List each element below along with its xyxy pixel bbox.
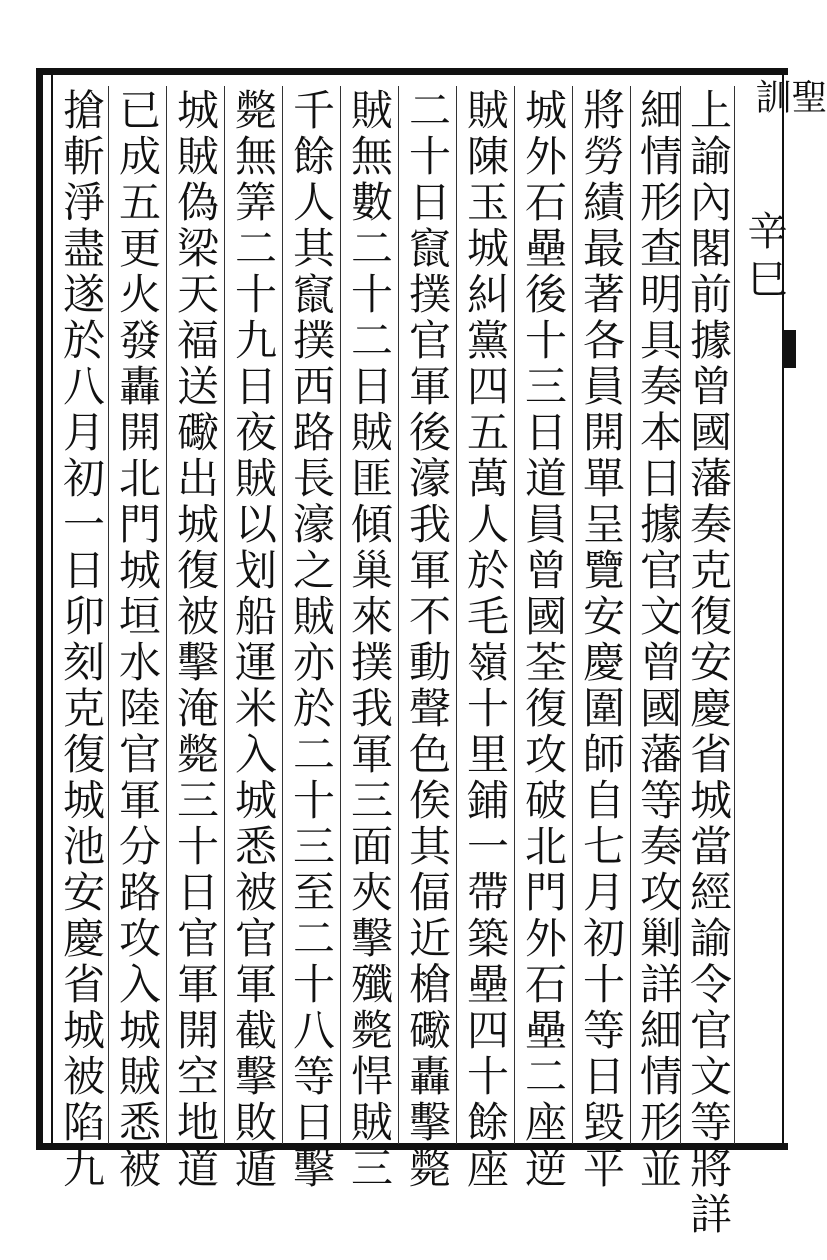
column-rule [734, 86, 735, 1144]
column-rule [340, 86, 341, 1144]
column-rule [572, 86, 573, 1144]
text-column-10: 城賊偽梁天福送礮出城復被擊淹斃三十日官軍開空地道 [171, 88, 220, 1192]
text-column-2: 細情形查明具奏本日據官文曾國藩等奏攻剿詳細情形並 [634, 88, 683, 1192]
margin-heading-fragment: 聖訓 [750, 78, 827, 114]
column-rule [224, 86, 225, 1144]
column-rule [456, 86, 457, 1144]
column-rule [398, 86, 399, 1144]
text-column-6: 二十日竄撲官軍後濠我軍不動聲色俟其偪近槍礮轟擊斃 [403, 88, 452, 1192]
text-column-5: 賊陳玉城糾黨四五萬人於毛嶺十里鋪一帶築壘四十餘座 [461, 88, 510, 1192]
column-rule [108, 86, 109, 1144]
column-rule [514, 86, 515, 1144]
column-rule [282, 86, 283, 1144]
text-column-7: 賊無數二十二日賊匪傾巢來撲我軍三面夾擊殲斃悍賊三 [345, 88, 394, 1192]
text-column-3: 將勞績最著各員開單呈覽安慶圍師自七月初十等日毀平 [577, 88, 626, 1192]
text-column-12: 搶斬淨盡遂於八月初一日卯刻克復城池安慶省城被陷九 [57, 88, 106, 1192]
column-rule [166, 86, 167, 1144]
text-column-8: 千餘人其竄撲西路長濠之賊亦於二十三至二十八等日擊 [287, 88, 336, 1192]
date-heading: 辛巳 [741, 210, 787, 306]
text-column-9: 斃無筭二十九日夜賊以划船運米入城悉被官軍截擊敗遁 [229, 88, 278, 1192]
text-column-11: 已成五更火發轟開北門城垣水陸官軍分路攻入城賊悉被 [113, 88, 162, 1192]
text-column-4: 城外石壘後十三日道員曾國荃復攻破北門外石壘二座逆 [519, 88, 568, 1192]
column-rule [630, 86, 631, 1144]
text-column-1: 上諭內閣前據曾國藩奏克復安慶省城當經諭令官文等將詳 [684, 88, 733, 1238]
